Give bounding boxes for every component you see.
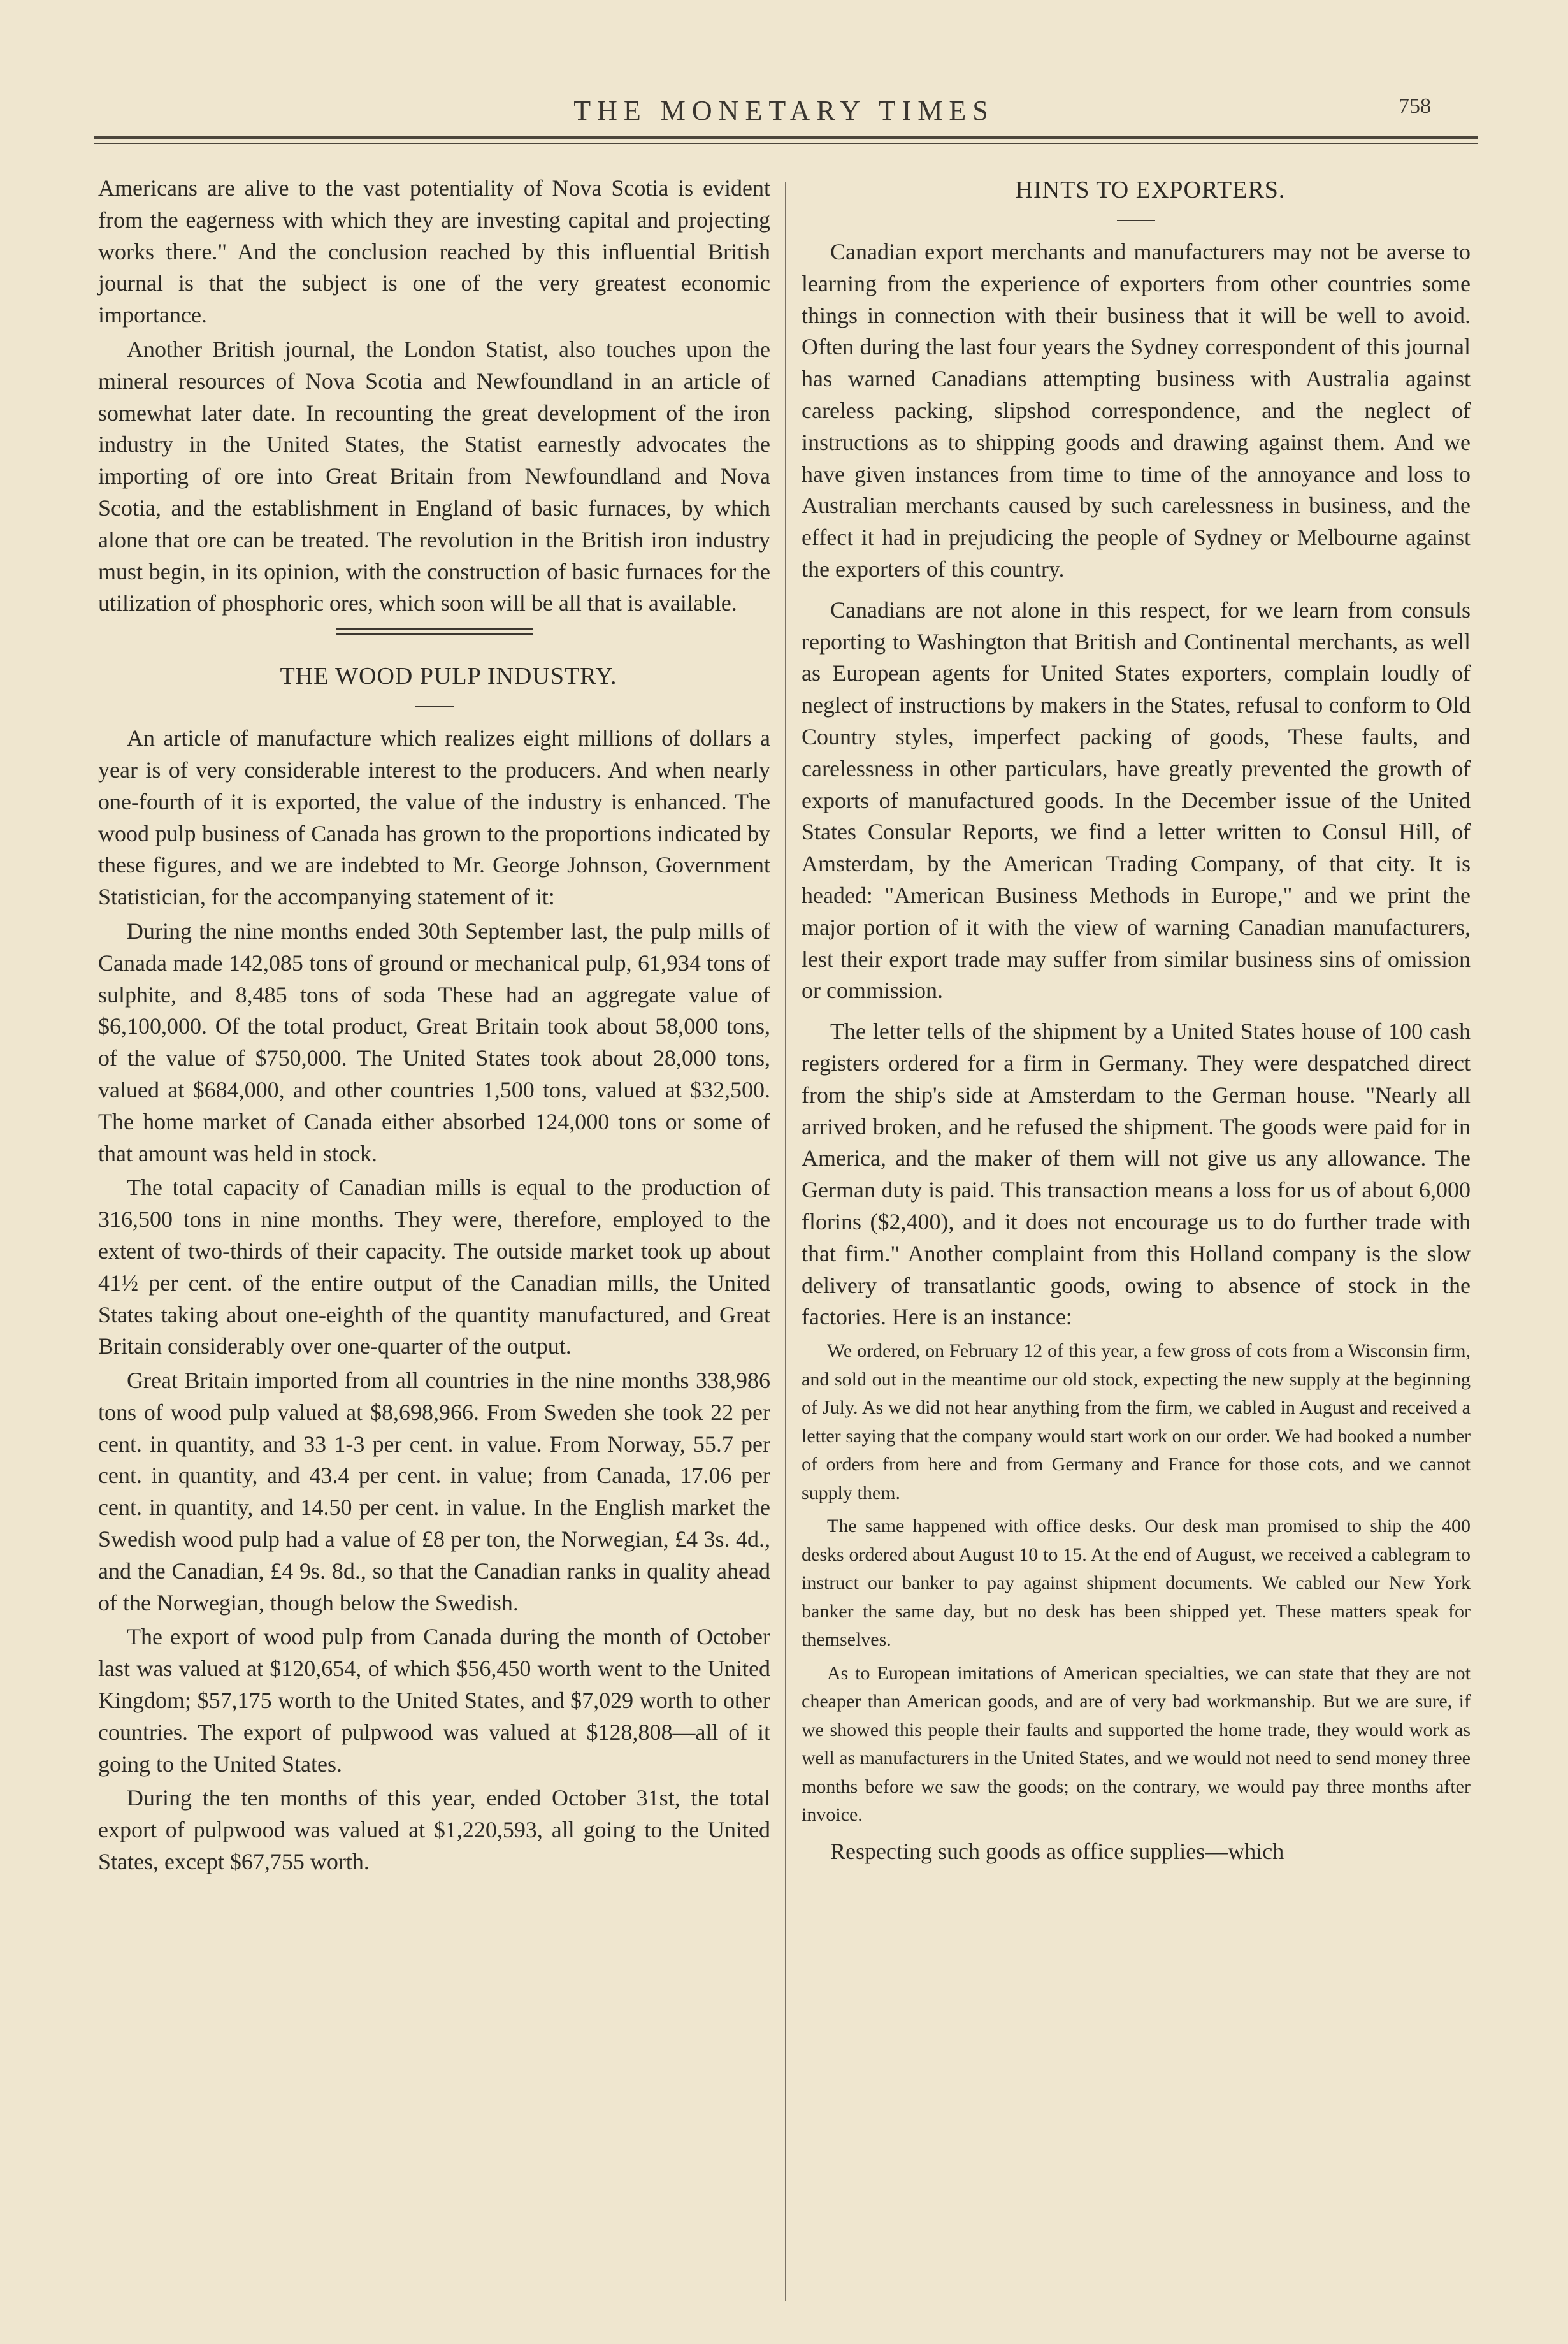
- title-dash: [1117, 220, 1155, 221]
- header-rule-top: [94, 136, 1478, 139]
- article-paragraph: During the nine months ended 30th September last, the pulp mills of Canada made 142,085 tons of ground or mechanical pulp, 61,934 tons of sulphite, and 8,485 tons of soda These had an aggregate value of $6,100,000. Of the total product, Great Britain took about 58,000 tons, of the value of $750,000. The United States took about 28,000 tons, valued at $684,000, and other countries 1,500 tons, valued at $32,500. The home market of Canada either absorbed 124,000 tons or some of that amount was held in stock.: [98, 918, 770, 1166]
- quoted-paragraph: As to European imitations of American specialties, we can state that they are not cheaper than American goods, and are of very bad workmanship. But we are sure, if we showed this people their faults and supported the home trade, they would work as well as manufacturers in the United States, and we would not need to send money three months before we saw the goods; on the contrary, we would pay three months after invoice.: [802, 1662, 1471, 1826]
- column-divider: [785, 182, 786, 2301]
- title-dash: [415, 706, 454, 707]
- article-paragraph: An article of manufacture which realizes eight millions of dollars a year is of very considerable interest to the producers. And when nearly one-fourth of it is exported, the value of the industry is enhanced. The wood pulp business of Canada has grown to the proportions indicated by these figures, and we are indebted to Mr. George Johnson, Government Statistician, for the accompanying statement of it:: [98, 725, 770, 910]
- left-column: [98, 173, 770, 1878]
- page-number: 758: [1399, 94, 1431, 118]
- article-paragraph: The letter tells of the shipment by a United States house of 100 cash registers ordered for a firm in Germany. They were despatched direct from the ship's side at Amsterdam to the German house. "Nearly all arrived broken, and he refused the shipment. The goods were paid for in America, and the maker of them will not give us any allowance. The German duty is paid. This transaction means a loss for us of about 6,000 florins ($2,400), and it does not encourage us to do further trade with that firm." Another complaint from this Holland company is the slow delivery of transatlantic goods, owing to absence of stock in the factories. Here is an instance:: [802, 1018, 1471, 1330]
- masthead-title: THE MONETARY TIMES: [573, 95, 995, 126]
- article-paragraph: Canadians are not alone in this respect, for we learn from consuls reporting to Washington that British and Continental merchants, as well as European agents for United States exporters, complain loudly of neglect of instructions by makers in the States, refusal to conform to Old Country styles, imperfect packing of goods, These faults, and carelessness in other particulars, have greatly prevented the growth of exports of manufactured goods. In the December issue of the United States Consular Reports, we find a letter written to Consul Hill, of Amsterdam, by the American Trading Company, of that city. It is headed: "American Business Methods in Europe," and we print the major portion of it with the view of warning Canadian manufacturers, lest their export trade may suffer from similar business sins of omission or commission.: [802, 597, 1471, 1004]
- article-title-wood-pulp: THE WOOD PULP INDUSTRY.: [280, 663, 617, 690]
- article-paragraph: The export of wood pulp from Canada during the month of October last was valued at $120,654, of which $56,450 worth went to the United Kingdom; $57,175 worth to the United States, and $7,029 worth to other countries. The export of pulpwood was valued at $128,808—all of it going to the United States.: [98, 1624, 770, 1777]
- article-title-hints-to-exporters: HINTS TO EXPORTERS.: [1015, 177, 1286, 203]
- intro-paragraph-2: Another British journal, the London Statist, also touches upon the mineral resources of Nova Scotia and Newfoundland in an article of somewhat later date. In recounting the great development of the iron industry in the United States, the Statist earnestly advocates the importing of ore into Great Britain from Newfoundland and Nova Scotia, and the establishment in England of basic furnaces, by which alone that ore can be treated. The revolution in the British iron industry must begin, in its opinion, with the construction of basic furnaces for the utilization of phosphoric ores, which soon will be all that is available.: [98, 336, 770, 616]
- quoted-paragraph: The same happened with office desks. Our desk man promised to ship the 400 desks ordered about August 10 to 15. At the end of August, we received a cablegram to instruct our banker to pay against shipment documents. We cabled our New York banker the same day, but no desk has been shipped yet. These matters speak for themselves.: [802, 1516, 1471, 1651]
- quoted-letter: [802, 1337, 1471, 1830]
- intro-paragraph-1: Americans are alive to the vast potentiality of Nova Scotia is evident from the eagerness with which they are investing capital and projecting works there." And the conclusion reached by this influential British journal is that the subject is one of the very greatest economic importance.: [98, 175, 770, 328]
- quoted-paragraph: We ordered, on February 12 of this year, a few gross of cots from a Wisconsin firm, and sold out in the meantime our old stock, expecting the new supply at the beginning of July. As we did not hear anything from the firm, we cabled in August and received a letter saying that the company would start work on our order. We had booked a number of orders from here and from Germany and France for those cots, and we cannot supply them.: [802, 1340, 1471, 1503]
- closing-paragraph: Respecting such goods as office supplies—which: [830, 1838, 1284, 1864]
- article-paragraph: Great Britain imported from all countries in the nine months 338,986 tons of wood pulp valued at $8,698,966. From Sweden she took 22 per cent. in quantity, and 33 1-3 per cent. in value. From Norway, 55.7 per cent. in quantity, and 43.4 per cent. in value; from Canada, 17.06 per cent. in quantity, and 14.50 per cent. in value. In the English market the Swedish wood pulp had a value of £8 per ton, the Norwegian, £4 3s. 4d., and the Canadian, £4 9s. 8d., so that the Canadian ranks in quality ahead of the Norwegian, though below the Swedish.: [98, 1368, 770, 1616]
- header-rule-bottom: [94, 143, 1478, 144]
- section-separator: [336, 628, 533, 635]
- article-paragraph: Canadian export merchants and manufacturers may not be averse to learning from the experience of exporters from other countries some things in connection with their business that it will be well to avoid. Often during the last four years the Sydney correspondent of this journal has warned Canadians attempting business with Australia against careless packing, slipshod correspondence, and the neglect of instructions as to shipping goods and drawing against them. And we have given instances from time to time of the annoyance and loss to Australian merchants caused by such carelessness in business, and the effect it had in prejudicing the people of Sydney or Melbourne against the exporters of this country.: [802, 239, 1471, 582]
- article-paragraph: During the ten months of this year, ended October 31st, the total export of pulpwood was valued at $1,220,593, all going to the United States, except $67,755 worth.: [98, 1785, 770, 1875]
- article-paragraph: The total capacity of Canadian mills is equal to the production of 316,500 tons in nine months. They were, therefore, employed to the extent of two-thirds of their capacity. The outside market took up about 41½ per cent. of the entire output of the Canadian mills, the United States taking about one-eighth of the quantity manufactured, and Great Britain considerably over one-quarter of the output.: [98, 1175, 770, 1359]
- right-column: [802, 173, 1471, 1867]
